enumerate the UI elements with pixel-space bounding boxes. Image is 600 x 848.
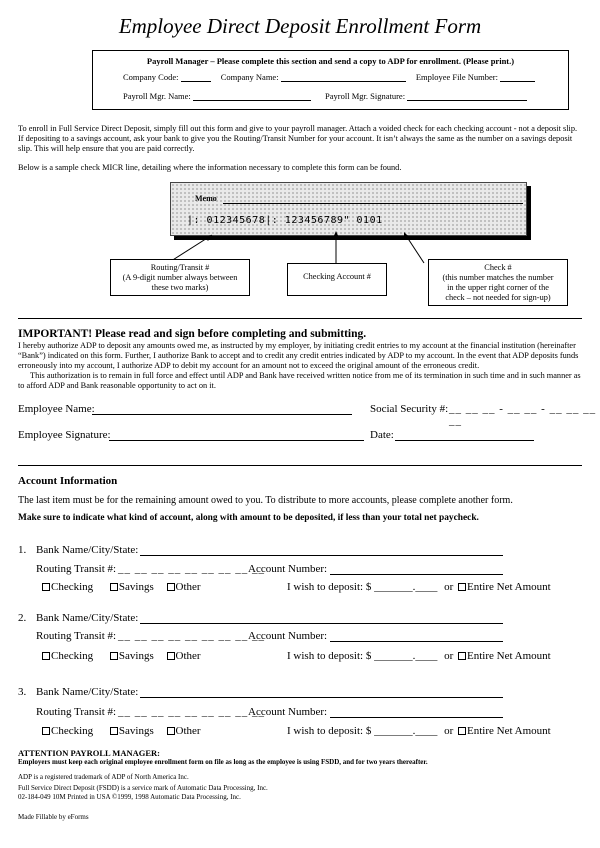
routing-callout-line-3: these two marks) (151, 283, 209, 292)
account-3-deposit (287, 725, 551, 737)
important-heading: IMPORTANT! Please read and sign before completing and submitting. (18, 328, 367, 340)
routing-callout-line-1: Routing/Transit # (150, 263, 210, 272)
divider-1 (18, 318, 582, 319)
authorization-body-2: This authorization is to remain in full force and effect until ADP and Bank have received written notice from me of its termination in such time and in such manner as to afford ADP and Bank reasonable opportunity to act on it. (18, 371, 581, 390)
account-1-savings-label: Savings (118, 581, 154, 593)
account-2-bank-field[interactable] (140, 623, 503, 624)
account-1-entire-checkbox[interactable] (458, 583, 466, 591)
account-3-other-label: Other (175, 725, 201, 737)
account-2-savings-label: Savings (118, 650, 154, 662)
account-1-deposit-field[interactable]: _______.____ (374, 581, 438, 593)
account-2-entire-checkbox[interactable] (458, 652, 466, 660)
account-3-other-checkbox[interactable] (167, 727, 175, 735)
ssn-field[interactable]: __ __ __ - __ __ - __ __ __ __ (449, 403, 597, 427)
payroll-mgr-signature-label: Payroll Mgr. Signature: (325, 91, 406, 101)
footer-line-3: 02-184-049 10M Printed in USA ©1999, 1998 Automatic Data Processing, Inc. (18, 793, 241, 801)
account-1-deposit (287, 581, 551, 593)
account-3-savings-label: Savings (118, 725, 154, 737)
account-3-account-field[interactable] (330, 717, 503, 718)
micr-intro: Below is a sample check MICR line, detailing where the information necessary to complete this form can be found. (18, 163, 402, 172)
account-2-deposit-field[interactable]: _______.____ (374, 650, 438, 662)
account-1-routing-label: Routing Transit #: (36, 563, 117, 575)
routing-arrowhead (205, 235, 212, 241)
account-3-checking-checkbox[interactable] (42, 727, 50, 735)
footer-line-1: ADP is a registered trademark of ADP of North America Inc. (18, 773, 189, 781)
checknum-callout-line-2: (this number matches the number (442, 273, 554, 282)
routing-callout-line-2: (A 9-digit number always between (122, 273, 238, 282)
account-1-checking-label: Checking (51, 581, 94, 593)
company-name-label: Company Name: (220, 72, 279, 82)
account-note-1: The last item must be for the remaining amount owed to you. To distribute to more accounts, please complete another form. (18, 495, 513, 506)
account-note-2: Make sure to indicate what kind of account, along with amount to be deposited, if less than your total net paycheck. (18, 513, 479, 523)
attention-body: Employers must keep each original employee enrollment form on file as long as the employee is using FSDD, and for two years thereafter. (18, 758, 428, 766)
employee-signature-label: Employee Signature: (18, 429, 111, 441)
checknum-callout-line-3: in the upper right corner of the (447, 283, 549, 292)
divider-2 (18, 465, 582, 466)
account-1-bank-label: Bank Name/City/State: (36, 544, 139, 556)
checknum-callout-line-1: Check # (484, 263, 512, 272)
account-1-type (42, 581, 201, 593)
account-2-routing-field[interactable]: __ __ __ __ __ __ __ __ __ (118, 630, 265, 642)
account-2-entire-label: Entire Net Amount (467, 650, 551, 662)
account-2-account-label: Account Number: (248, 630, 328, 642)
payroll-mgr-name-label: Payroll Mgr. Name: (123, 91, 191, 101)
account-3-checking-label: Checking (51, 725, 94, 737)
checking-arrowhead (333, 231, 339, 238)
account-2-other-label: Other (175, 650, 201, 662)
employee-name-label: Employee Name: (18, 403, 95, 415)
form-title: Employee Direct Deposit Enrollment Form (118, 14, 482, 38)
date-field[interactable] (395, 440, 534, 441)
account-1-deposit-label: I wish to deposit: $ (287, 581, 372, 593)
account-1-bank-field[interactable] (140, 555, 503, 556)
authorization-body-1: I hereby authorize ADP to deposit any amounts owed me, as instructed by my employer, by initiating credit entries to my account at the financial institution (hereinafter “Bank”) indicated on this form. Further, I authorize Bank to accept and to credit any credit entries indicated by ADP to my account. In the event that ADP deposits funds erroneously into my account, I authorize ADP to debit my account for an amount not to exceed the original amount of the erroneous credit. (18, 341, 579, 370)
employee-file-number-label: Employee File Number: (415, 72, 498, 82)
account-3-or: or (444, 725, 454, 737)
account-2-savings-checkbox[interactable] (110, 652, 118, 660)
account-2-routing-label: Routing Transit #: (36, 630, 117, 642)
account-3-routing-field[interactable]: __ __ __ __ __ __ __ __ __ (118, 706, 265, 718)
account-3-savings-checkbox[interactable] (110, 727, 118, 735)
ssn-label: Social Security #: (370, 403, 449, 415)
checknum-arrow (405, 234, 424, 263)
checknum-callout-line-4: check – not needed for sign-up) (445, 293, 551, 302)
footer-legal (18, 773, 268, 802)
account-2-account-field[interactable] (330, 641, 503, 642)
account-2-or: or (444, 650, 454, 662)
callout-arrows (0, 0, 600, 300)
account-1-or: or (444, 581, 454, 593)
account-3-entire-checkbox[interactable] (458, 727, 466, 735)
account-1-other-checkbox[interactable] (167, 583, 175, 591)
account-3-number: 3. (18, 686, 27, 698)
account-2-other-checkbox[interactable] (167, 652, 175, 660)
account-3-account-label: Account Number: (248, 706, 328, 718)
account-3-deposit-label: I wish to deposit: $ (287, 725, 372, 737)
company-code-label: Company Code: (123, 72, 179, 82)
micr-line: |: 012345678|: 123456789" 0101 (187, 215, 383, 226)
account-1-number: 1. (18, 544, 27, 556)
employee-signature-field[interactable] (109, 440, 364, 441)
employee-name-field[interactable] (92, 414, 352, 415)
checking-callout (287, 263, 387, 296)
account-3-bank-label: Bank Name/City/State: (36, 686, 139, 698)
account-3-deposit-field[interactable]: _______.____ (374, 725, 438, 737)
account-3-routing-label: Routing Transit #: (36, 706, 117, 718)
attention-heading: ATTENTION PAYROLL MANAGER: (18, 748, 160, 758)
authorization-text (18, 341, 584, 391)
account-2-deposit-label: I wish to deposit: $ (287, 650, 372, 662)
account-2-checking-label: Checking (51, 650, 94, 662)
routing-callout (110, 259, 250, 296)
date-label: Date: (370, 429, 394, 441)
checknum-callout (428, 259, 568, 306)
account-2-number: 2. (18, 612, 27, 624)
account-1-entire-label: Entire Net Amount (467, 581, 551, 593)
account-1-savings-checkbox[interactable] (110, 583, 118, 591)
account-2-bank-label: Bank Name/City/State: (36, 612, 139, 624)
footer-line-2: Full Service Direct Deposit (FSDD) is a service mark of Automatic Data Processing, Inc. (18, 784, 268, 792)
account-2-deposit (287, 650, 551, 662)
account-1-checking-checkbox[interactable] (42, 583, 50, 591)
made-fillable: Made Fillable by eForms (18, 813, 89, 821)
account-1-routing-field[interactable]: __ __ __ __ __ __ __ __ __ (118, 563, 265, 575)
account-2-checking-checkbox[interactable] (42, 652, 50, 660)
account-3-bank-field[interactable] (140, 697, 503, 698)
account-1-other-label: Other (175, 581, 201, 593)
account-1-account-field[interactable] (330, 574, 503, 575)
account-3-entire-label: Entire Net Amount (467, 725, 551, 737)
intro-paragraph: To enroll in Full Service Direct Deposit, simply fill out this form and give to your payroll manager. Attach a voided check for each checking account - not a deposit slip. If depositing to a savings account, ask your bank to give you the Routing/Transit Number for your account. It isn’t always the same as the number on a savings deposit slip. This will help ensure that you are paid correctly. (18, 124, 578, 153)
manager-box-heading: Payroll Manager – Please complete this section and send a copy to ADP for enrollment. (Please print.) (146, 56, 515, 66)
checking-callout-line-1: Checking Account # (303, 272, 371, 281)
account-info-heading: Account Information (18, 475, 118, 487)
account-1-account-label: Account Number: (248, 563, 328, 575)
account-3-type (42, 725, 201, 737)
check-memo-label: Memo (195, 194, 217, 203)
account-2-type (42, 650, 201, 662)
